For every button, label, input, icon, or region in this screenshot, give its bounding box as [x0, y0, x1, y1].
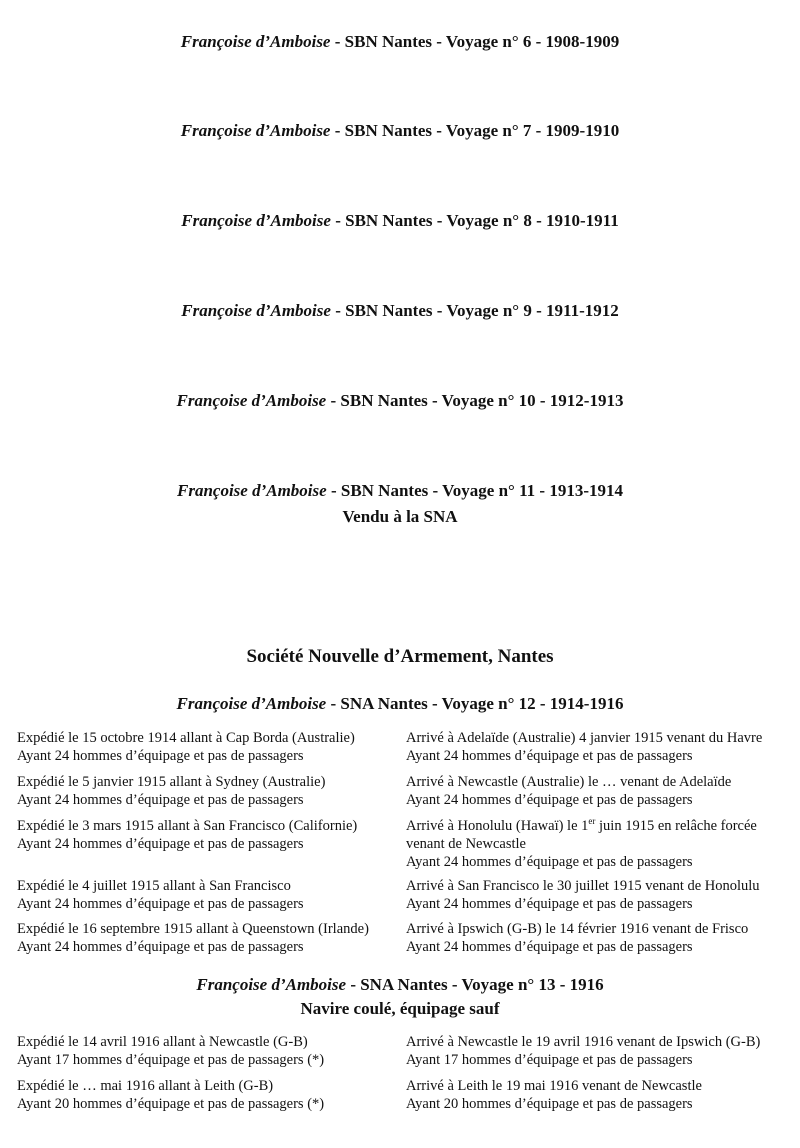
voyage-13-heading: Françoise d’Amboise - SNA Nantes - Voyage n° 13 - 1916 — [196, 975, 604, 994]
voyage-8-heading: Françoise d’Amboise - SBN Nantes - Voyage n° 8 - 1910-1911 — [181, 211, 619, 230]
voyage-13-departure-2: Expédié le … mai 1916 allant à Leith (G-B) Ayant 20 hommes d’équipage et pas de passagers (*) — [17, 1078, 325, 1112]
voyage-12-arrival-3: Arrivé à Honolulu (Hawaï) le 1er juin 1915 en relâche forcée venant de Newcastle Ayant 24 hommes d’équipage et pas de passagers — [406, 816, 757, 870]
voyage-7-heading: Françoise d’Amboise - SBN Nantes - Voyage n° 7 - 1909-1910 — [180, 121, 620, 140]
voyage-6-heading: Françoise d’Amboise - SBN Nantes - Voyage n° 6 - 1908-1909 — [180, 32, 620, 51]
voyage-12-departure-1: Expédié le 15 octobre 1914 allant à Cap Borda (Australie) Ayant 24 hommes d’équipage et pas de passagers — [17, 730, 355, 764]
voyage-12-arrival-4: Arrivé à San Francisco le 30 juillet 1915 venant de Honolulu Ayant 24 hommes d’équipage et pas de passagers — [406, 878, 760, 912]
voyage-11-heading: Françoise d’Amboise - SBN Nantes - Voyage n° 11 - 1913-1914 — [177, 481, 623, 500]
voyage-12-arrival-2: Arrivé à Newcastle (Australie) le … venant de Adelaïde Ayant 24 hommes d’équipage et pas de passagers — [406, 774, 732, 808]
voyage-13-arrival-2: Arrivé à Leith le 19 mai 1916 venant de Newcastle Ayant 20 hommes d’équipage et pas de passagers — [406, 1078, 702, 1112]
voyage-12-departure-2: Expédié le 5 janvier 1915 allant à Sydney (Australie) Ayant 24 hommes d’équipage et pas de passagers — [17, 774, 326, 808]
voyage-9-heading: Françoise d’Amboise - SBN Nantes - Voyage n° 9 - 1911-1912 — [181, 301, 619, 320]
voyage-13-departure-1: Expédié le 14 avril 1916 allant à Newcastle (G-B) Ayant 17 hommes d’équipage et pas de passagers (*) — [17, 1034, 325, 1068]
voyage-12-departure-4: Expédié le 4 juillet 1915 allant à San Francisco Ayant 24 hommes d’équipage et pas de passagers — [17, 878, 304, 912]
voyage-12-arrival-1: Arrivé à Adelaïde (Australie) 4 janvier 1915 venant du Havre Ayant 24 hommes d’équipage et pas de passagers — [406, 730, 763, 764]
voyage-11-note: Vendu à la SNA — [342, 507, 458, 526]
voyage-13-note: Navire coulé, équipage sauf — [300, 999, 500, 1018]
voyage-12-heading: Françoise d’Amboise - SNA Nantes - Voyage n° 12 - 1914-1916 — [176, 694, 624, 713]
voyage-12-departure-3: Expédié le 3 mars 1915 allant à San Francisco (Californie) Ayant 24 hommes d’équipage et pas de passagers — [17, 818, 358, 852]
voyage-13-arrival-1: Arrivé à Newcastle le 19 avril 1916 venant de Ipswich (G-B) Ayant 17 hommes d’équipage et pas de passagers — [406, 1034, 761, 1068]
voyage-12-arrival-5: Arrivé à Ipswich (G-B) le 14 février 1916 venant de Frisco Ayant 24 hommes d’équipage et pas de passagers — [406, 921, 749, 955]
voyage-10-heading: Françoise d’Amboise - SBN Nantes - Voyage n° 10 - 1912-1913 — [176, 391, 624, 410]
voyage-12-departure-5: Expédié le 16 septembre 1915 allant à Queenstown (Irlande) Ayant 24 hommes d’équipage et pas de passagers — [17, 921, 369, 955]
company-title: Société Nouvelle d’Armement, Nantes — [246, 646, 554, 667]
